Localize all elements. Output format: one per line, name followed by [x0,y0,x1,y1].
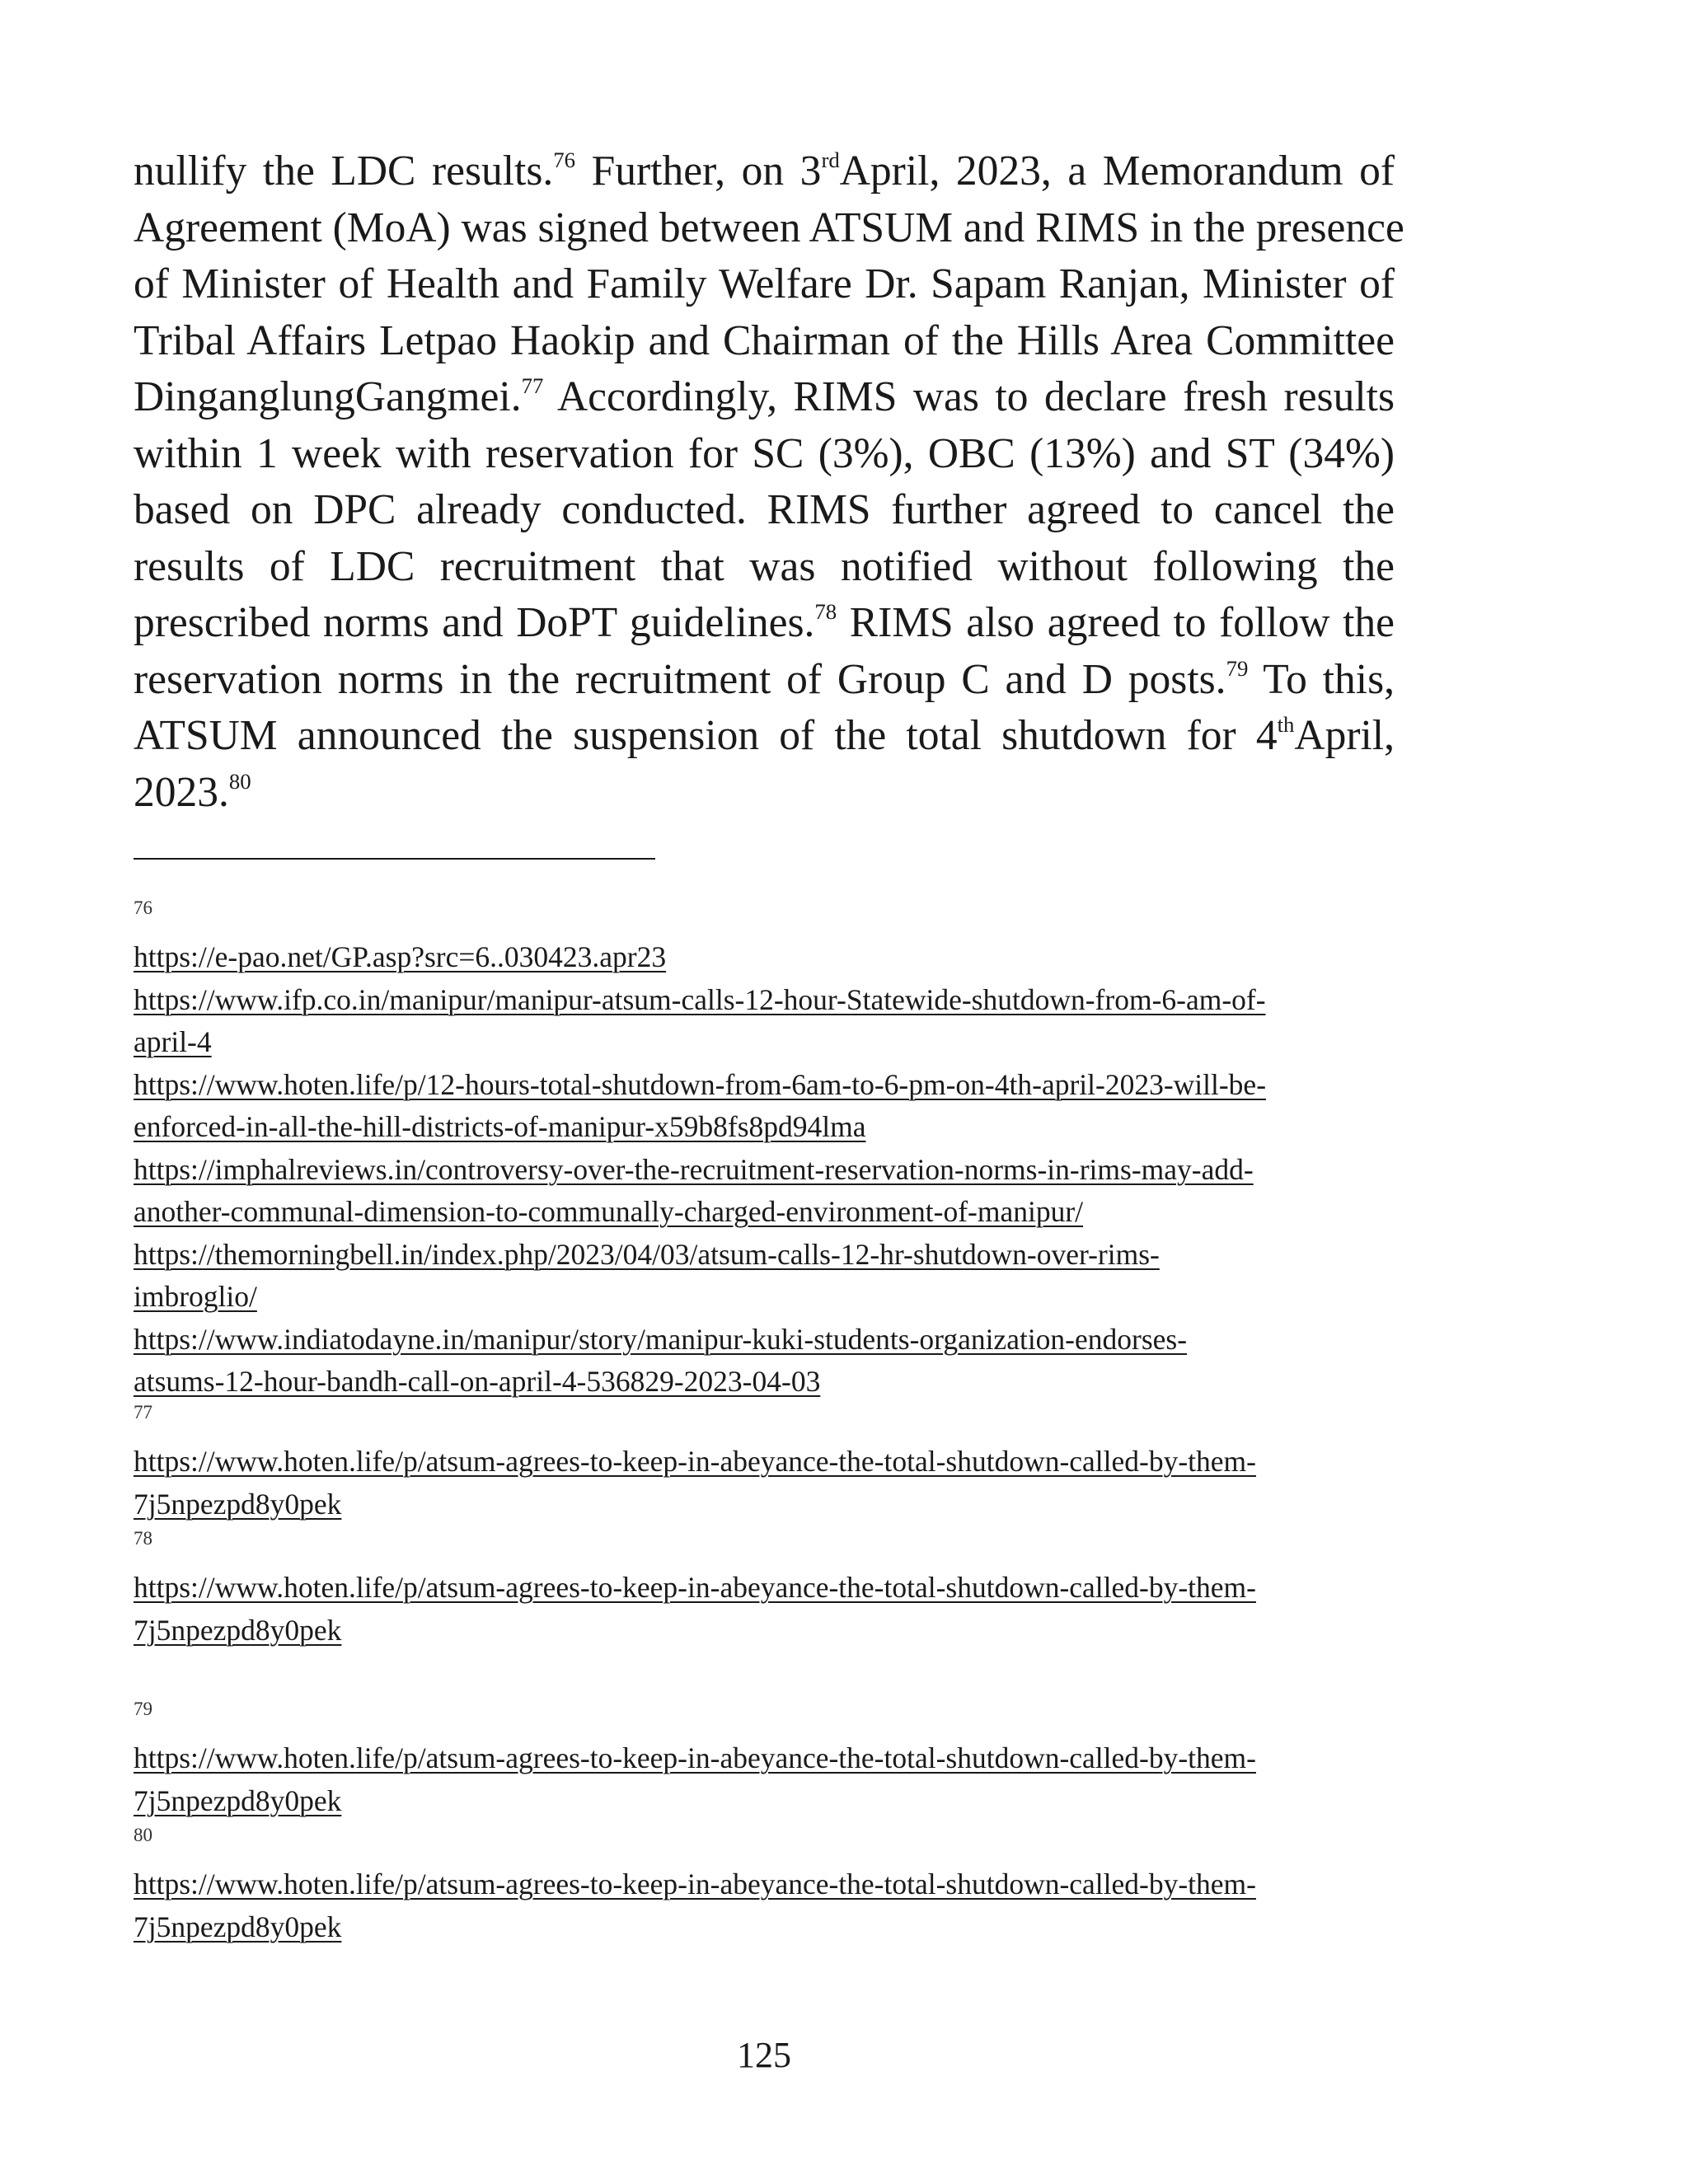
page-number: 125 [737,2035,791,2075]
footnote-79 [134,1698,1419,1822]
footnote-80 [134,1824,1419,1948]
footnote-78 [134,1527,1419,1652]
body-line: Agreement (MoA) was signed between ATSUM and RIMS in the presence [134,204,1404,251]
footnote-77 [134,1401,1419,1526]
footnote-link[interactable]: https://www.hoten.life/p/atsum-agrees-to-keep-in-abeyance-the-total-shutdown-called-by-them- 7j5npezpd8y0pek [134,1445,1256,1521]
body-line: results of LDC recruitment that was notified without following the [134,542,1395,590]
footnote-ref-77[interactable]: 77 [521,373,544,399]
body-line: nullify the LDC results.$^{76}$ Further, on 3rdApril, 2023, a Memorandum of [134,148,1395,194]
ordinal-suffix: rd [821,148,840,173]
footnote-link[interactable]: https://www.hoten.life/p/atsum-agrees-to-keep-in-abeyance-the-total-shutdown-called-by-them- 7j5npezpd8y0pek [134,1868,1256,1943]
footnote-link[interactable]: https://imphalreviews.in/controversy-over-the-recruitment-reservation-norms-in-rims-may-add- another-communal-dimension-to-communally-charged-environment-of-manipur/ [134,1152,1254,1228]
body-line: ATSUM announced the suspension of the total shutdown for 4thApril, [134,712,1395,759]
body-line: Tribal Affairs Letpao Haokip and Chairman of the Hills Area Committee [134,316,1395,364]
footnote-number: 76 [134,898,152,918]
body-line: based on DPC already conducted. RIMS further agreed to cancel the [134,486,1395,533]
body-paragraph [134,143,1404,821]
footnote-ref-78[interactable]: 78 [814,599,837,625]
body-line: of Minister of Health and Family Welfare Dr. Sapam Ranjan, Minister of [134,260,1395,307]
footnote-number: 77 [134,1402,152,1422]
footnote-76 [134,897,1419,1404]
footnote-link[interactable]: https://www.hoten.life/p/atsum-agrees-to-keep-in-abeyance-the-total-shutdown-called-by-them- 7j5npezpd8y0pek [134,1571,1256,1647]
body-line: 2023.80 [134,768,251,816]
footnote-number: 80 [134,1825,152,1845]
footnote-link[interactable]: https://e-pao.net/GP.asp?src=6..030423.apr23 [134,940,667,973]
body-line: DinganglungGangmei.$^{77}$ Accordingly, RIMS was to declare fresh results [134,373,1395,420]
footnote-link[interactable]: https://www.hoten.life/p/12-hours-total-shutdown-from-6am-to-6-pm-on-4th-april-2023-will-be- enforced-in-all-the-hill-districts-of-manipur-x59b8fs8pd94lma [134,1067,1267,1143]
body-line: reservation norms in the recruitment of Group C and D posts.$^{79}$ To this, [134,655,1395,703]
footnote-number: 79 [134,1699,152,1719]
footnote-divider [134,858,655,860]
footnote-ref-79[interactable]: 79 [1226,655,1249,681]
footnote-link[interactable]: https://www.ifp.co.in/manipur/manipur-atsum-calls-12-hour-Statewide-shutdown-from-6-am-of- april-4 [134,982,1266,1058]
footnote-ref-80[interactable]: 80 [228,768,251,794]
ordinal-suffix: th [1277,712,1295,738]
footnote-link[interactable]: https://www.indiatodayne.in/manipur/story/manipur-kuki-students-organization-endorses- atsums-12-hour-bandh-call-on-april-4-536829-2023-04-03 [134,1322,1188,1398]
footnote-number: 78 [134,1528,152,1549]
body-line: within 1 week with reservation for SC (3%), OBC (13%) and ST (34%) [134,429,1395,477]
footnote-ref-76[interactable]: 76 [553,148,576,173]
footnote-link[interactable]: https://themorningbell.in/index.php/2023/04/03/atsum-calls-12-hr-shutdown-over-rims- imbroglio/ [134,1237,1160,1313]
footnote-link[interactable]: https://www.hoten.life/p/atsum-agrees-to-keep-in-abeyance-the-total-shutdown-called-by-them- 7j5npezpd8y0pek [134,1741,1256,1817]
body-line: prescribed norms and DoPT guidelines.$^{78}$ RIMS also agreed to follow the [134,599,1395,646]
